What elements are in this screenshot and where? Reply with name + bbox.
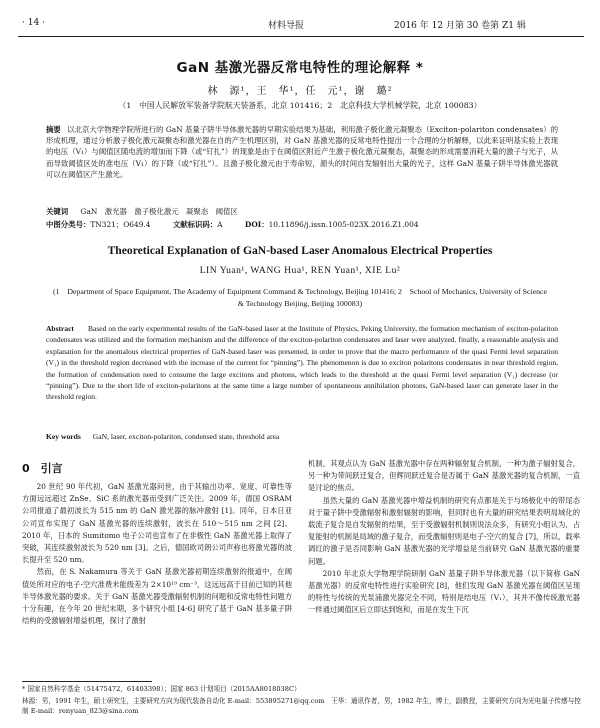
footnote-funding: * 国家自然科学基金（51475472，61403398）；国家 863 计划项目（2015AA8018038C） — [22, 685, 301, 693]
body-left-column — [22, 481, 292, 627]
clc-value: TN321；O649.4 — [90, 220, 151, 229]
body-paragraph: 然而，在 S. Nakamura 等关于 GaN 基激光器初期连续激射的报道中，在阈值处所对应的电子-空穴准费米能级差为 2×10¹⁹ cm⁻³，这远远高于目前已知的其他半导体激光器的要求。关于 GaN 基激光器受激辐射机制的问题和反常电特性问题方十分有趣，在今年 20 世纪末期，多个研究小组 [4-6] 研究了基于 GaN 基多量子阱结构的受激辐射增益机理，探讨了激射 — [22, 567, 292, 626]
cn-abstract — [46, 124, 558, 180]
en-affiliation: (1 Department of Space Equipment, The Academy of Equipment Command & Technology, Beijing 101416; 2 School of Mechanics, University of Science & Technology Beijing, Beijing 100083) — [53, 287, 547, 308]
footnote-rule — [22, 681, 152, 682]
body-paragraph: 机制，其观点认为 GaN 基激光器中存在两种辐射复合机制，一种为激子辐射复合，另一种为带间跃迁复合，但辉同跃迁复合是否属于 GaN 基激光器的复合机制，一直是讨论的焦点。 — [308, 459, 580, 493]
cn-keywords-label: 关键词 — [46, 207, 69, 216]
en-keywords — [46, 432, 558, 441]
cn-abstract-text: 以北京大学物理学院所进行的 GaN 基量子阱半导体激光器的早期实验结果为基础，利用激子极化激元凝聚态（Exciton-polariton condensates）的形成机理，通过分析激子极化激元凝聚态和激光器在自的产生机理区别，对 GaN 基激光器的反常电特性提出一个合理的分析解释，以此来证明基实验上表现的电压（V₁）与阈值区随电流的增加而下降（或“钉扎”）的现象是由于在阈值区附近产生激子极化激元凝聚态，凝聚态的形成需要消耗大量的激子与光子，从而导致阈值区处的准电压（V₁）的下降（或“钉扎”）。且激子极化激元由于寿命短，源头的时间自发辐射出大量的光子，这样 GaN 基量子阱半导体激光器就可以在阈值区产生激光。 — [46, 125, 558, 179]
cn-keywords-text: GaN 激光器 激子极化激元 凝聚态 阈值区 — [80, 207, 238, 216]
doi-value: 10.11896/j.issn.1005-023X.2016.Z1.004 — [268, 220, 419, 229]
cn-affiliation: （1 中国人民解放军装备学院航天装备系，北京 101416；2 北京科技大学机械学院，北京 100083） — [118, 101, 482, 110]
body-paragraph: 20 世纪 90 年代初，GaN 基激光器问世，由于其输出功率、宽度、可靠性等方面远远超过 ZnSe、SiC 系的激光器而受到广泛关注。2009 年，德国 OSRAM 公司报道了最初波长为 515 nm 的 GaN 激光器的脉冲激射 [1]。同年，日本日亚公司宣布实现了 GaN 基激光器的连续激射，波长在 510～515 nm 之间 [2]。2010 年，日本的 Sumitomo 电子公司也宣布了在非极性 GaN 基激光器上取得了突破，其连续激射波长为 520 nm [3]。之后，德国欧司朗公司声称也将激光器的波长提升至 520 nm。 — [22, 482, 292, 565]
cn-classification — [46, 219, 558, 230]
cn-title: GaN 基激光器反常电特性的理论解释 * — [176, 60, 424, 76]
issue-info: 2016 年 12 月第 30 卷第 Z1 辑 — [394, 21, 526, 31]
running-header — [0, 18, 600, 36]
cn-abstract-label: 摘要 — [46, 125, 61, 134]
header-rule — [18, 36, 584, 37]
body-paragraph: 2010 年北京大学物理学院研制 GaN 基量子阱半导体激光器（以下简称 GaN 基激光器）的反常电特性进行实验研究 [8]，他们发现 GaN 基激光器在阈值区呈现的特性与传统的光泵浦激光器完全不同，特别是结电压（V₁），其并不像传统激光器一样通过阈值区后立即达到饱和，而是在发生下沉 — [308, 568, 580, 615]
en-abstract-text: Based on the early experimental results of the GaN-based laser at the Institute of Physics, Peking University, the formation mechanism of exciton-polariton condensates was utilized and the formation mechanism and the difference of the exciton-polariton condensates and laser were analyzed. finally, a reasonable analysis and explanation for the anomalous electrical properties of GaN-based laser was presented, in order to prove that the macro performance of the quasi Fermi level separation (V₁) in the threshold region decreased with the increase of the current for “pinning”). The phenomenon is due to exciton polaritons condensates in near threshold region, the formation of condensation need to consume the large excitons and photons, which leads to the threshold at the quasi Fermi level separation (V₁) decrease (or “pinning”). Due to the short life of exciton-polaritons at the same time a large number of spontaneous annihilation photons, GaN-based laser can generate laser in the threshold region. — [46, 324, 559, 402]
en-abstract — [46, 323, 558, 403]
doc-code-label: 文献标识码： — [172, 220, 218, 229]
cn-authors: 林 源¹，王 华¹，任 元¹，谢 璐² — [207, 86, 393, 97]
en-authors: LIN Yuan¹, WANG Hua¹, REN Yuan¹, XIE Lu² — [199, 265, 401, 276]
doi-label: DOI： — [244, 220, 269, 229]
page-number: · 14 · — [22, 18, 45, 28]
body-paragraph: 虽然大量的 GaN 基激光器中增益机制的研究有点都是关于与场极化中的带尾态对于量子阱中受激辐射和激射辐射的影响，但同时也有大量的研究结果表明局域化的载流子复合是自发辐射的结果，至于受激辐射机制则说法众多，有研究小组认为，占复能射的机制是局域的激子复合，而受激辐射则是电子-空穴的复合 [7]，所以，载率调红的激子是否同影响 GaN 基激光器的光学增益是当前研究 GaN 基激光器的重要问题。 — [308, 495, 580, 566]
body-right-column — [308, 458, 580, 617]
doc-code-value: A — [217, 220, 223, 229]
journal-name: 材料导报 — [268, 21, 305, 31]
en-abstract-label: Abstract — [46, 324, 74, 333]
en-keywords-label: Key words — [46, 432, 81, 441]
clc-label: 中图分类号： — [46, 220, 91, 229]
en-keywords-text: GaN, laser, exciton-polariton, condensed state, threshold area — [92, 432, 280, 441]
section-title: 0 引言 — [22, 462, 63, 475]
en-title: Theoretical Explanation of GaN-based Laser Anomalous Electrical Properties — [107, 244, 493, 257]
cn-keywords — [46, 206, 558, 217]
footnote-bio: 林源：男，1991 年生，硕士研究生，主要研究方向为现代装备自动化 E-mail：553895271@qq.com 王华：通讯作者，男，1982 年生，博士，副教授，主要研究方向为光电量子传感与控制 E-mail：renyuan_823@sina.com — [22, 697, 581, 715]
